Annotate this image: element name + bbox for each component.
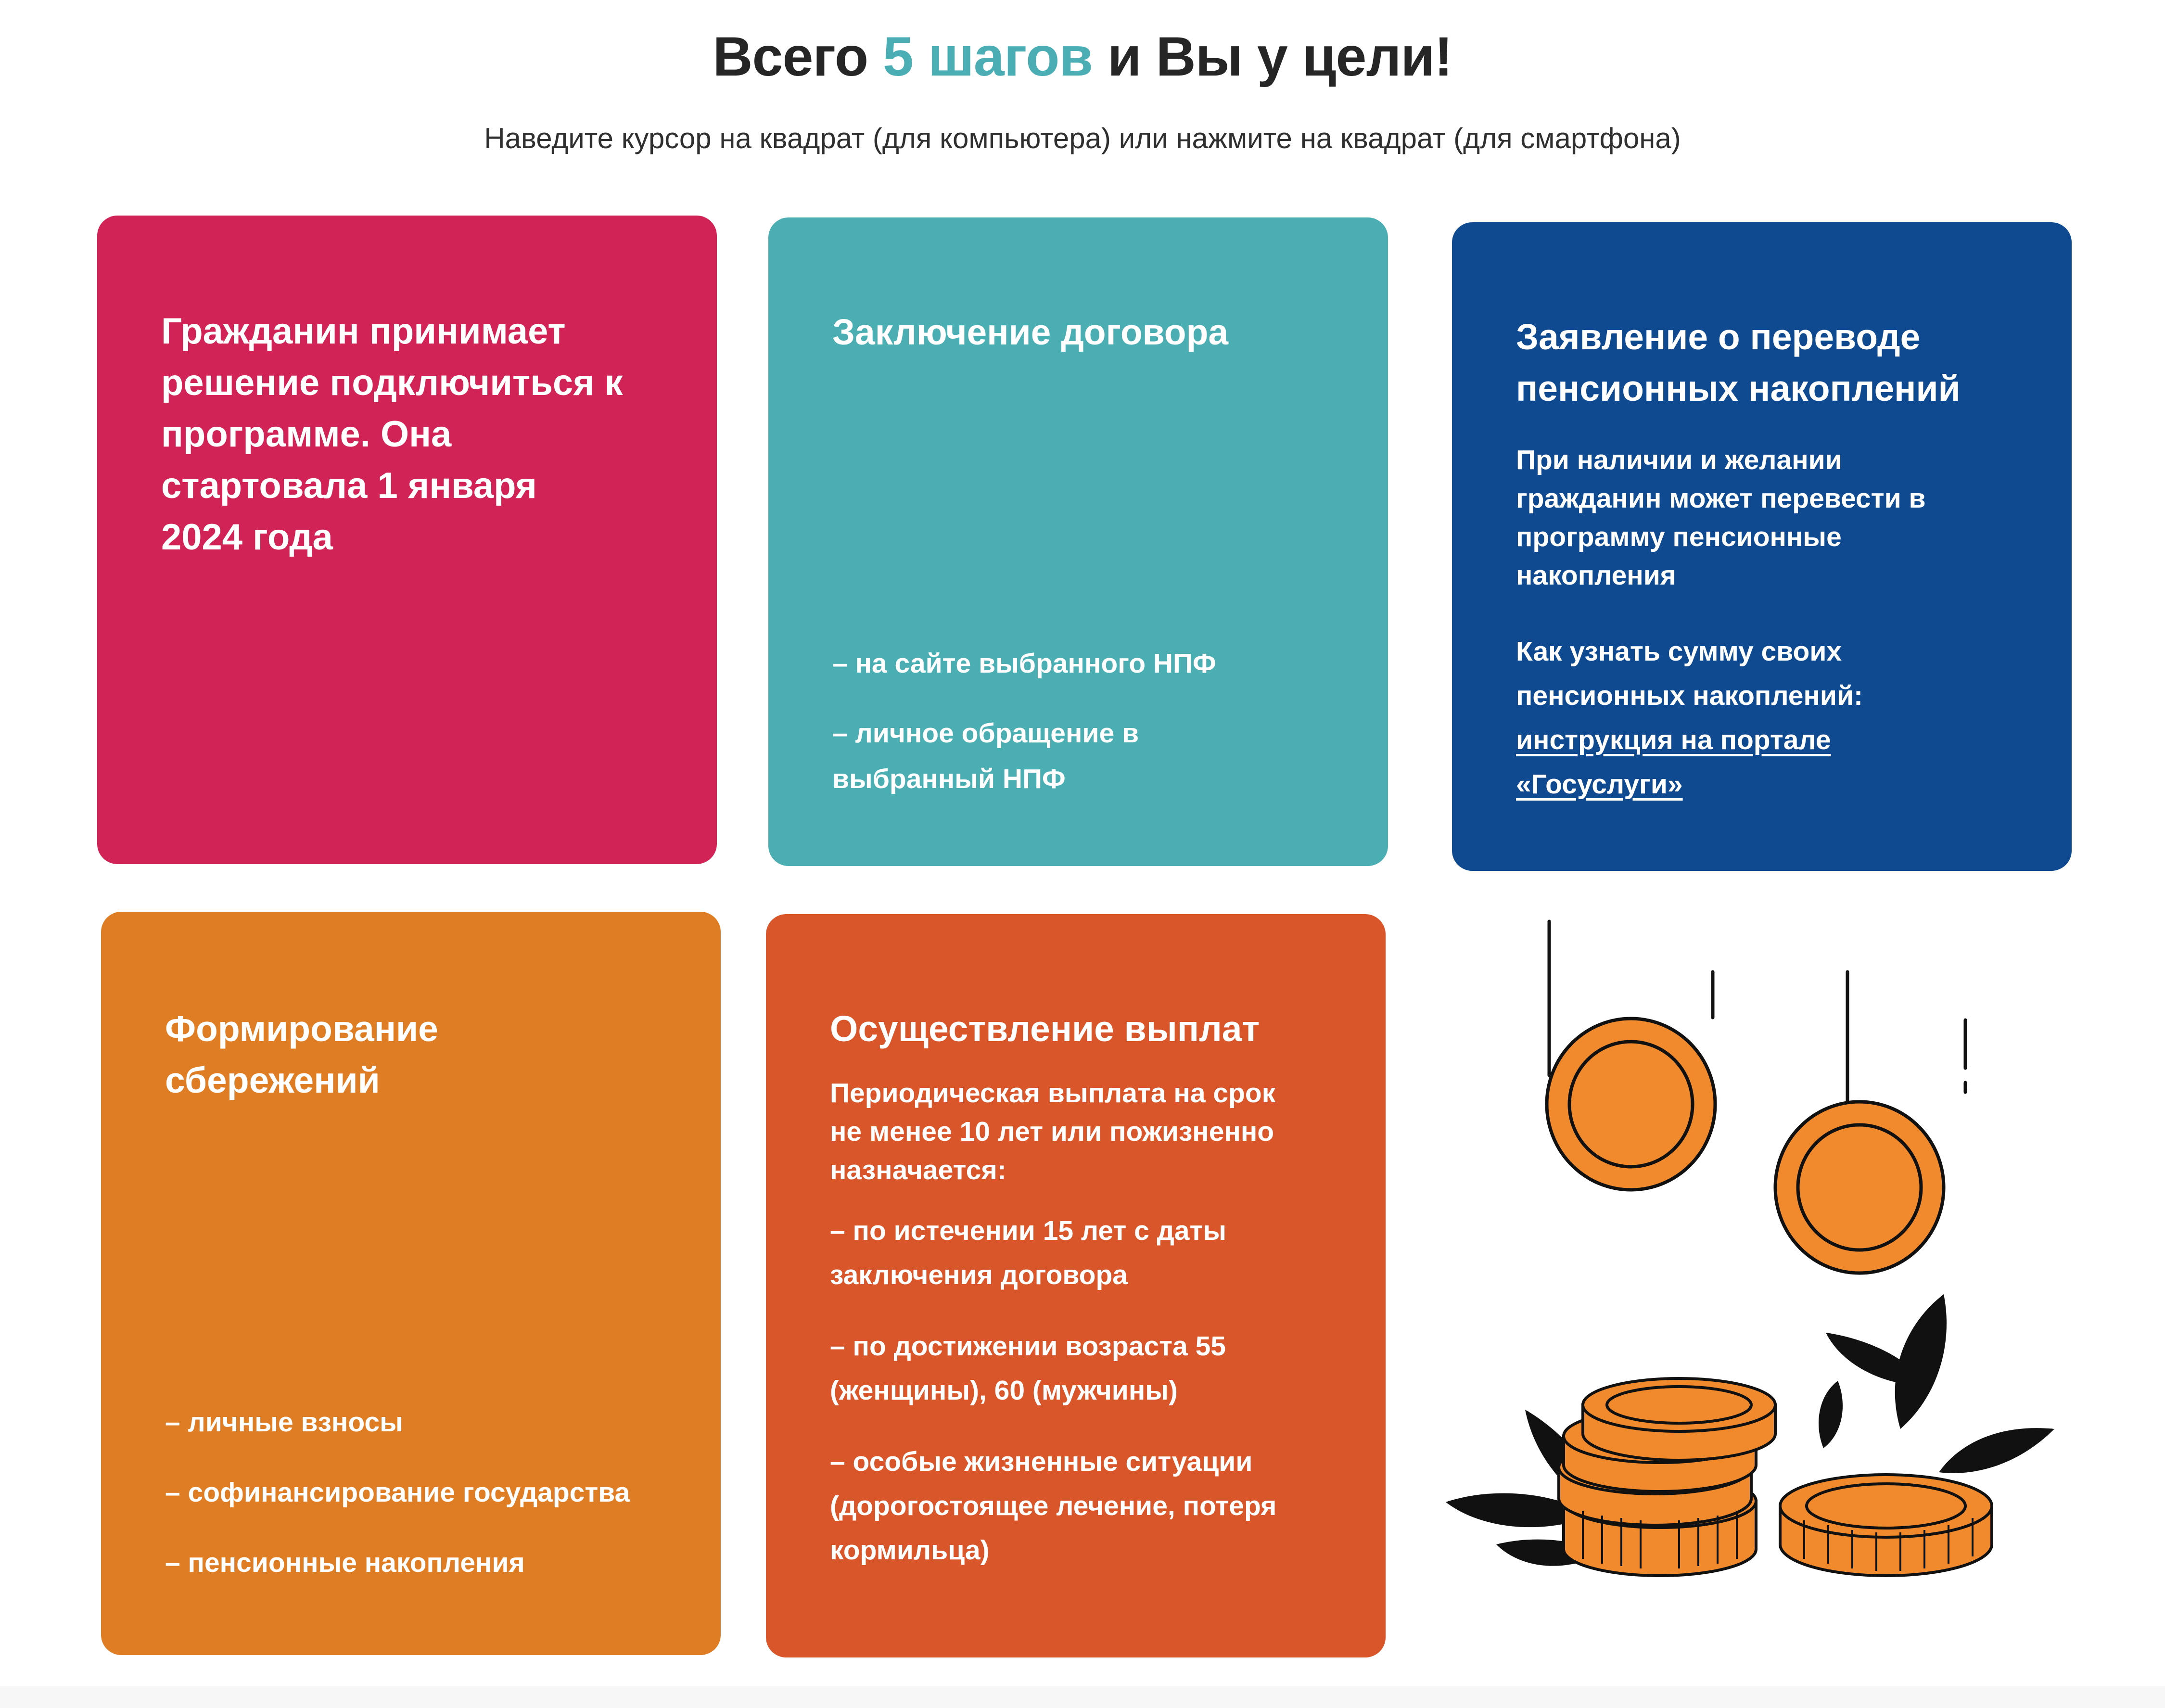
card-text-line: Периодическая выплата на срок	[830, 1078, 1276, 1109]
card-text-line: При наличии и желании	[1516, 445, 1842, 475]
card-title	[1516, 311, 2009, 414]
page-subtitle: Наведите курсор на квадрат (для компьютера) или нажмите на квадрат (для смартфона)	[484, 122, 1681, 154]
page-bottom-divider	[0, 1686, 2165, 1708]
list-item: – личное обращение в	[832, 718, 1139, 749]
gosuslugi-instruction-link[interactable]	[1516, 718, 2009, 806]
card-title-line: пенсионных накоплений	[1516, 368, 1961, 408]
list-item: – на сайте выбранного НПФ	[832, 648, 1216, 679]
card-title: Осуществление выплат	[830, 1008, 1260, 1049]
card-title-line: стартовала 1 января	[161, 465, 537, 506]
card-title-line: 2024 года	[161, 517, 333, 558]
page-title	[0, 23, 2165, 90]
card-title	[165, 1003, 658, 1106]
card-text-line: Как узнать сумму своих	[1516, 636, 1842, 667]
card-title: Заключение договора	[832, 312, 1229, 352]
list-item	[830, 1440, 1323, 1572]
card-list	[165, 1405, 694, 1616]
card-title-line: сбережений	[165, 1060, 380, 1100]
howto-text	[1516, 629, 2009, 718]
card-title-line: Формирование	[165, 1008, 438, 1049]
title-suffix: и Вы у цели!	[1093, 26, 1452, 88]
list-item	[830, 1324, 1323, 1413]
step-card-payments[interactable]	[766, 914, 1386, 1657]
card-title-line: программе. Она	[161, 414, 452, 455]
card-list	[832, 641, 1337, 802]
title-accent: 5 шагов	[883, 26, 1093, 88]
step-card-transfer[interactable]	[1452, 222, 2072, 871]
step-card-savings[interactable]	[101, 912, 721, 1655]
link-line: «Госуслуги»	[1516, 769, 1683, 800]
list-item-line: – по достижении возраста 55	[830, 1331, 1226, 1362]
title-prefix: Всего	[713, 26, 883, 88]
list-item-line: – по истечении 15 лет с даты	[830, 1215, 1227, 1246]
list-item: выбранный НПФ	[832, 764, 1066, 794]
step-card-contract[interactable]	[768, 217, 1388, 866]
card-text-line: назначается:	[830, 1155, 1006, 1185]
step-card-decision[interactable]	[97, 216, 717, 864]
list-item: – личные взносы	[165, 1407, 403, 1438]
list-item: – пенсионные накопления	[165, 1547, 525, 1578]
list-item-line: кормильца)	[830, 1535, 990, 1566]
falling-coin-icon	[1775, 1102, 1944, 1273]
card-title-line: Заявление о переводе	[1516, 317, 1921, 357]
list-item-line: (дорогостоящее лечение, потеря	[830, 1491, 1277, 1521]
card-text	[1516, 441, 2009, 595]
card-text-line: пенсионных накоплений:	[1516, 680, 1863, 711]
list-item-line: заключения договора	[830, 1260, 1128, 1290]
card-title	[161, 306, 654, 563]
card-title-line: решение подключиться к	[161, 362, 623, 403]
list-item	[830, 1209, 1323, 1297]
card-text-line: не менее 10 лет или пожизненно	[830, 1116, 1274, 1147]
falling-coin-icon	[1547, 1019, 1715, 1190]
list-item-line: (женщины), 60 (мужчины)	[830, 1375, 1178, 1406]
card-text	[830, 1074, 1323, 1189]
list-item-line: – особые жизненные ситуации	[830, 1446, 1253, 1477]
card-title-line: Гражданин принимает	[161, 311, 566, 352]
card-text-line: гражданин может перевести в	[1516, 483, 1926, 514]
list-item: – софинансирование государства	[165, 1477, 630, 1508]
card-text-line: программу пенсионные	[1516, 522, 1842, 552]
coin-stack-icon	[1559, 1378, 1992, 1576]
card-text-line: накопления	[1516, 560, 1677, 591]
falling-coins-illustration	[1439, 909, 2064, 1621]
link-line: инструкция на портале	[1516, 725, 1831, 755]
